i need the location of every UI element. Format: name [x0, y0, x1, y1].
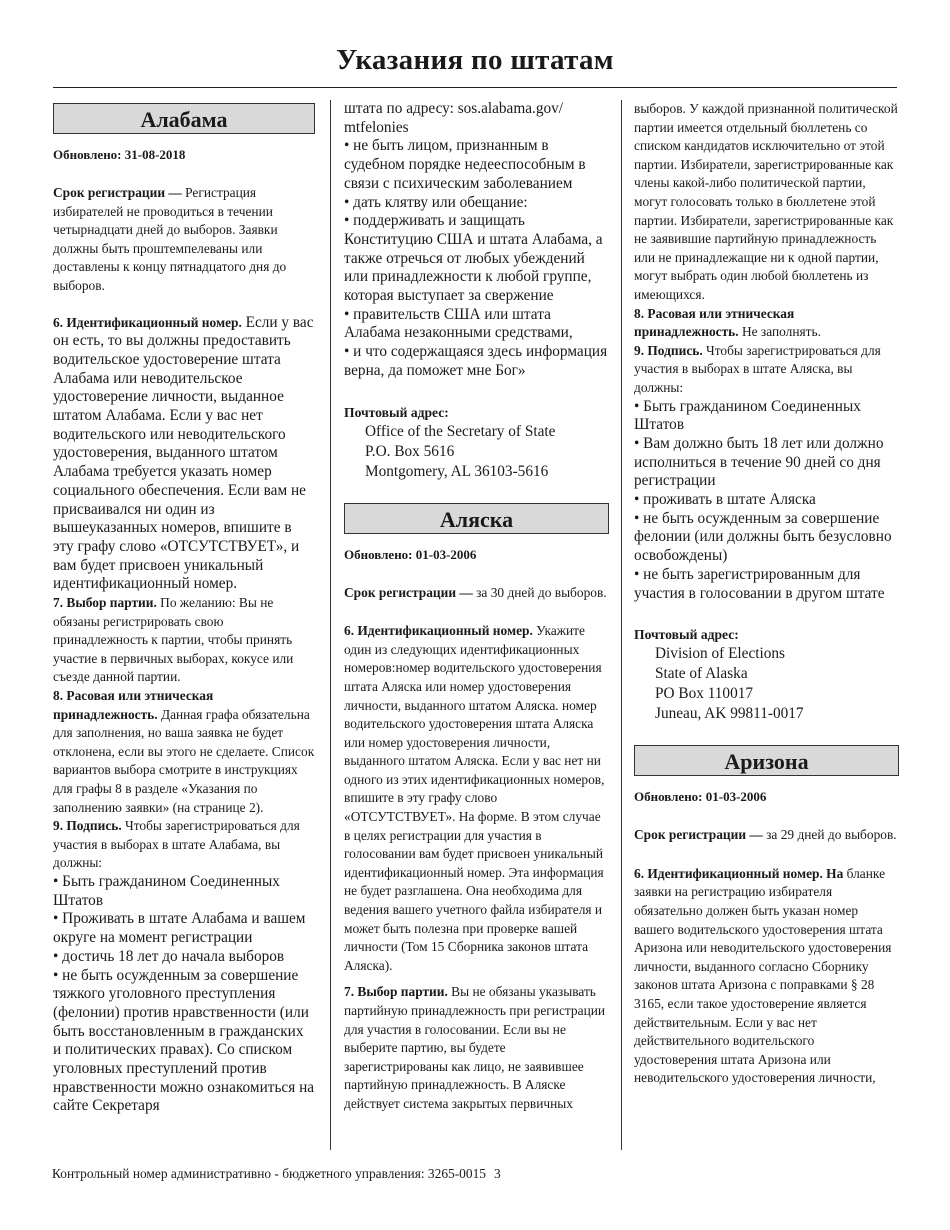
id-text: Укажите один из следующих идентификационных номеров:номер водительского удостоверения штата Аляска или номер удостоверения личности, выданного штатом Аляска. номер водительского удостоверения штата Аляска или номер удостоверения личности, выданного штатом Аляска. Если у вас нет ни одного из этих идентификационных номеров, впишите в эту графу слово «ОТСУТСТВУЕТ». На форме. В этом случае в целях регистрации для участия в голосовании вам будет присвоен уникальный идентификационный номер. Эта информация не будет разглашена. Она необходима для ведения вашего учетного файла избирателя и может быть полезна при проверке вашей личности (Том 15 Сборника законов штата Аляска). — [344, 623, 605, 973]
deadline-text: за 30 дней до выборов. — [472, 584, 607, 600]
deadline-label: Срок регистрации — — [634, 827, 763, 843]
race-section — [53, 687, 315, 817]
mailing-address-label: Почтовый адрес: — [634, 627, 739, 643]
race-label: 8. Расовая или этническая принадлежность. — [53, 688, 214, 722]
id-text: бланке заявки на регистрацию избирателя обязательно должен быть указан номер вашего водительского удостоверения штата Аризона или неводительского удостоверения личности, выданного согласно Сборнику законов штата Аризона с поправками § 28 3165, если такое удостоверение является действительным. Если у вас нет действительного водительского удостоверения штата Аризона или неводительского удостоверения личности, — [634, 865, 892, 1086]
state-heading-alaska: Аляска — [344, 503, 609, 534]
mailing-address-label: Почтовый адрес: — [344, 404, 449, 420]
address-line: Division of Elections — [655, 645, 786, 663]
race-label: 8. Расовая или этническая принадлежность. — [634, 305, 795, 340]
id-number-section — [634, 865, 899, 1088]
list-item: • Вам должно быть 18 лет или должно исполниться в течение 90 дней со дня регистрации — [634, 434, 884, 490]
column-1 — [53, 100, 315, 1116]
column-divider — [621, 100, 622, 1150]
list-item: • не быть лицом, признанным в судебном порядке недееспособным в связи с психическим заболеванием — [344, 137, 586, 192]
updated-date: Обновлено: 01-03-2006 — [634, 789, 767, 805]
registration-deadline — [53, 184, 315, 296]
signature-section — [634, 342, 899, 398]
state-heading-arizona: Аризона — [634, 745, 899, 776]
race-text: Не заполнять. — [738, 324, 821, 340]
id-label: 6. Идентификационный номер. — [344, 623, 533, 639]
list-item: • достичь 18 лет до начала выборов — [53, 947, 285, 965]
party-section — [53, 594, 315, 687]
address-line: Office of the Secretary of State — [365, 422, 556, 440]
party-text: Вы не обязаны указывать партийную принадлежность при регистрации для участия в голосовании. Если вы не выберите партию, вы будете зарегистрированы как лицо, не заявившее партийную принадлежность. В Аляске действует система закрытых первичных — [344, 984, 606, 1111]
list-item: • не быть осужденным за совершение тяжкого уголовного преступления (фелонии) против нравственности (или быть восстановленным в гражданских и политических правах). Со списком уголовных преступлений против нравственности можно ознакомиться на сайте Секретаря — [53, 966, 315, 1115]
updated-date: Обновлено: 31-08-2018 — [53, 147, 186, 162]
id-label: 6. Идентификационный номер. — [53, 314, 242, 330]
address-line: Juneau, AK 99811-0017 — [655, 705, 804, 723]
id-number-section — [53, 314, 315, 595]
footer-text: Контрольный номер административно - бюджетного управления: 3265-0015 — [52, 1166, 486, 1181]
race-text: Данная графа обязательна для заполнения, но ваша заявка не будет отклонена, если вы этого не сделаете. Список вариантов выбора смотрите в инструкциях для графы 8 в разделе «Указания по заполнению заявки» (на странице 2). — [53, 706, 315, 815]
registration-deadline — [634, 826, 899, 845]
signature-text: Чтобы зарегистрироваться для участия в выборах в штате Алабама, вы должны: — [53, 818, 300, 871]
list-item: • проживать в штате Аляска — [634, 491, 816, 509]
page-number: 3 — [493, 1166, 501, 1181]
list-item: • правительств США или штата Алабама незаконными средствами, — [344, 305, 573, 342]
list-item: • и что содержащаяся здесь информация верна, да поможет мне Бог» — [344, 343, 608, 379]
address-line: PO Box 110017 — [655, 685, 754, 703]
deadline-text: за 29 дней до выборов. — [762, 827, 897, 843]
list-item: • поддерживать и защищать Конституцию США и штата Алабама, а также отречься от любых убеждений или принадлежности к любой группе, которая выступает за свержение — [344, 212, 603, 305]
id-text: Если у вас он есть, то вы должны предоставить водительское удостоверение штата Алабама или неводительское удостоверение личности, выданное штатом Алабама. Если у вас нет водительского или неводительского удостоверения, выданного штатом Алабама требуется указать номер социального обеспечения. Если вам не присваивался ни один из вышеуказанных номеров, впишите в эту графу слово «ОТСУТСТВУЕТ», и вам будет присвоен уникальный идентификационный номер. — [53, 313, 314, 593]
list-item: • не быть осужденным за совершение фелонии (или должны быть безусловно освобождены) — [634, 509, 892, 565]
signature-label: 9. Подпись. — [634, 342, 703, 358]
address-line: Montgomery, AL 36103-5616 — [365, 462, 549, 480]
column-divider — [330, 100, 331, 1150]
party-label: 7. Выбор партии. — [344, 984, 448, 1000]
address-line: P.O. Box 5616 — [365, 442, 455, 460]
state-heading-alabama: Алабама — [53, 103, 315, 134]
signature-section — [53, 817, 315, 873]
party-section — [344, 983, 609, 1113]
id-label: 6. Идентификационный номер. На — [634, 865, 844, 881]
list-item: • Проживать в штате Алабама и вашем округе на момент регистрации — [53, 910, 306, 947]
id-number-section — [344, 622, 609, 975]
signature-text: Чтобы зарегистрироваться для участия в выборах в штате Аляска, вы должны: — [634, 342, 881, 395]
signature-label: 9. Подпись. — [53, 818, 122, 834]
party-text: По желанию: Вы не обязаны регистрировать свою принадлежность к партии, чтобы принять участие в первичных выборах, кокусе или съезде данной партии. — [53, 595, 294, 685]
party-text-continued: выборов. У каждой признанной политической партии имеется отдельный бюллетень со списком кандидатов исключительно от этой партии. Избиратели, зарегистрированные как члены какой-либо политической партии, могут голосовать только в бюллетене этой партии. Избиратели, зарегистрированные как не заявившие партийную принадлежность или не принадлежащие ни к одной партии, могут выбрать один любой бюллетень из имеющихся. — [634, 101, 898, 302]
list-item: штата по адресу: sos.alabama.gov/ mtfelonies — [344, 100, 564, 136]
title-divider — [53, 87, 897, 88]
deadline-text: Регистрация избирателей не проводиться в течении четырнадцати дней до выборов. Заявки должны быть проштемпелеваны или доставлены к концу пятнадцатого дня до выборов. — [53, 185, 287, 293]
page-footer — [52, 1166, 501, 1182]
address-line: State of Alaska — [655, 665, 748, 683]
list-item: • не быть зарегистрированным для участия в голосовании в другом штате — [634, 565, 885, 602]
column-3 — [634, 100, 899, 1088]
page-title: Указания по штатам — [336, 44, 614, 76]
party-label: 7. Выбор партии. — [53, 595, 157, 611]
list-item: • Быть гражданином Соединенных Штатов — [53, 873, 280, 909]
list-item: • дать клятву или обещание: — [344, 193, 528, 211]
column-2 — [344, 100, 609, 1114]
updated-date: Обновлено: 01-03-2006 — [344, 546, 477, 562]
race-section — [634, 305, 899, 342]
list-item: • Быть гражданином Соединенных Штатов — [634, 397, 861, 434]
registration-deadline — [344, 584, 609, 603]
deadline-label: Срок регистрации — — [53, 185, 182, 200]
deadline-label: Срок регистрации — — [344, 584, 473, 600]
